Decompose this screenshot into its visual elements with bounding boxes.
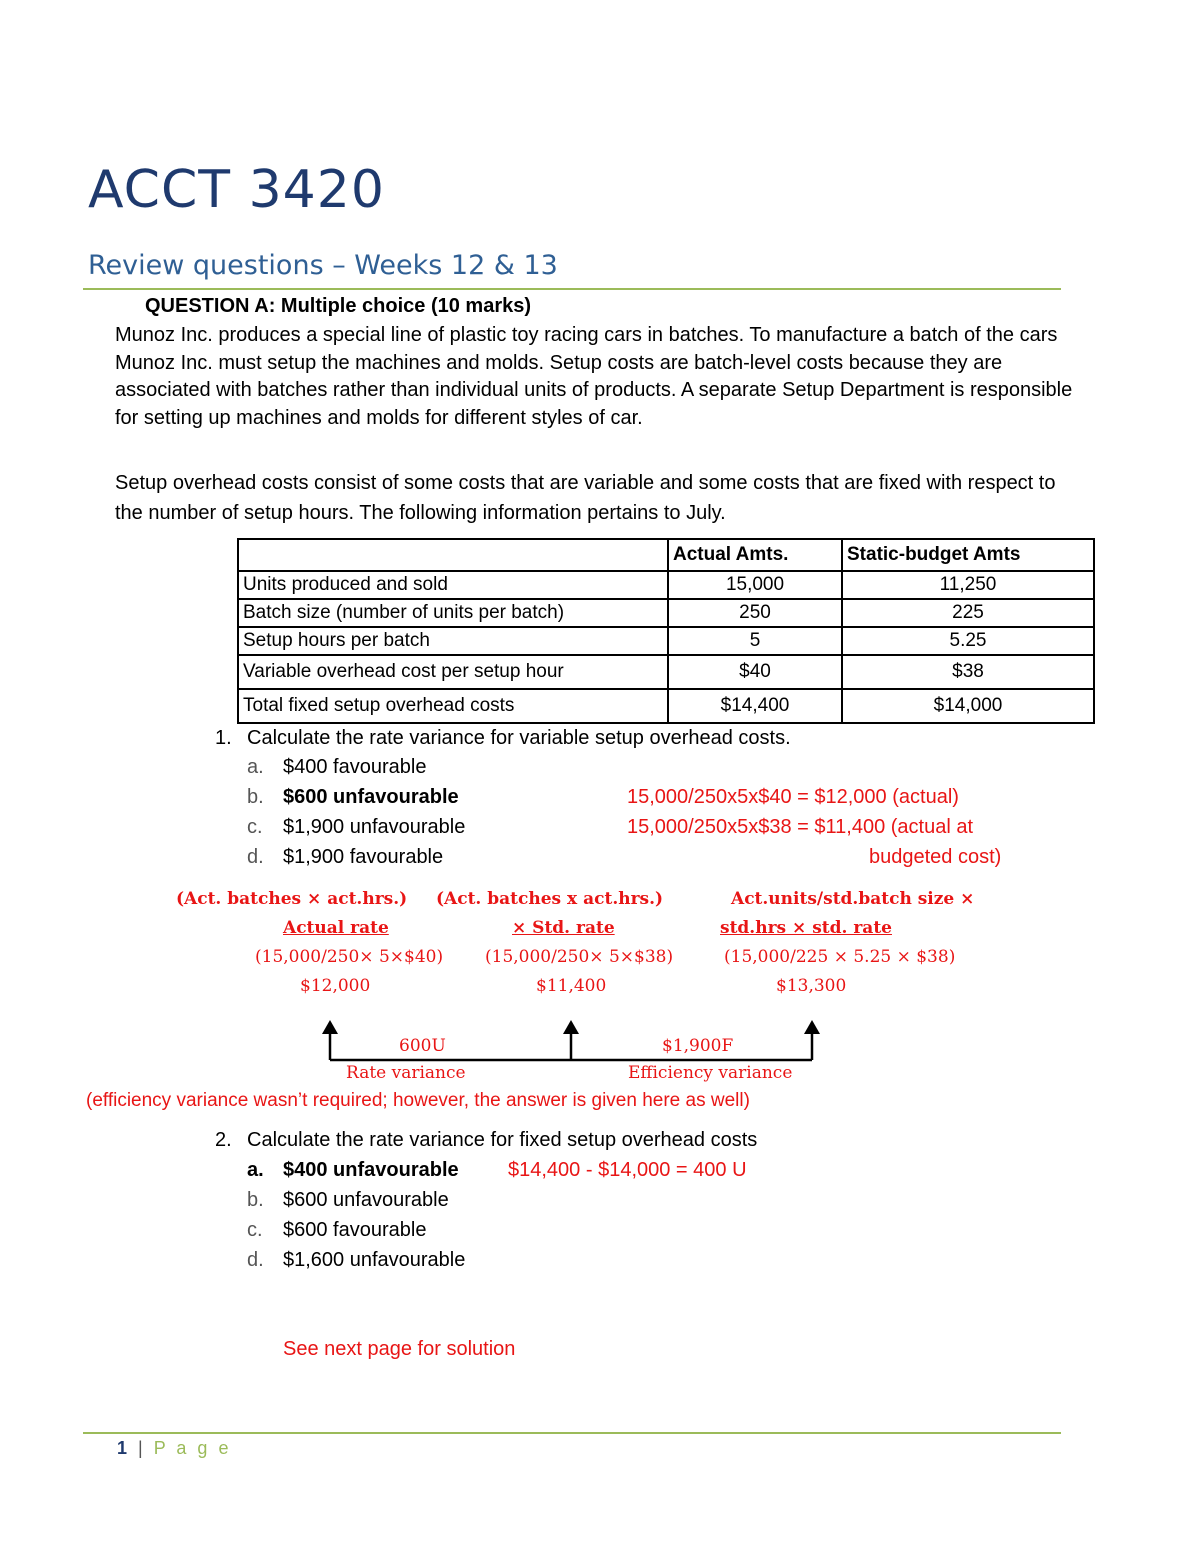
diagram-note: (efficiency variance wasn’t required; however, the answer is given here as well) (86, 1090, 750, 1111)
efficiency-variance-amount: $1,900F (662, 1036, 734, 1056)
q2-option-b: $600 unfavourable (283, 1189, 449, 1211)
table-cell-label: Variable overhead cost per setup hour (238, 655, 668, 689)
q1-option-b-letter: b. (247, 786, 264, 808)
diagram-col1-line3: (15,000/250× 5×$40) (255, 947, 444, 967)
q1-work-line-2: 15,000/250x5x$38 = $11,400 (actual at (627, 816, 974, 838)
q1-option-c-letter: c. (247, 816, 263, 838)
q1-work-line-1: 15,000/250x5x$40 = $12,000 (actual) (627, 786, 959, 808)
q1-option-a-letter: a. (247, 756, 264, 778)
q2-option-b-letter: b. (247, 1189, 264, 1211)
diagram-col3-line2: std.hrs × std. rate (720, 918, 892, 938)
q1-number: 1. (215, 727, 232, 749)
q1-text: Calculate the rate variance for variable setup overhead costs. (247, 727, 791, 749)
q2-work: $14,400 - $14,000 = 400 U (508, 1159, 747, 1181)
table-header-budget: Static-budget Amts (842, 539, 1094, 571)
q1-work-line-3: budgeted cost) (869, 846, 1002, 868)
q2-number: 2. (215, 1129, 232, 1151)
arrow-flexible-head (563, 1020, 579, 1034)
q2-option-d-letter: d. (247, 1249, 264, 1271)
diagram-col3-line1: Act.units/std.batch size × (731, 889, 975, 909)
efficiency-variance-label: Efficiency variance (628, 1063, 793, 1083)
arrow-budget-head (804, 1020, 820, 1034)
diagram-col2-line3: (15,000/250× 5×$38) (485, 947, 674, 967)
question-a-paragraph-1: Munoz Inc. produces a special line of plastic toy racing cars in batches. To manufacture a batch of the cars Munoz Inc. must setup the machines and molds. Setup costs are batch-level costs because they are associated with batches rather than individual units of products. A separate Setup Department is responsible for setting up machines and molds for different styles of car. (115, 324, 1073, 429)
diagram-col2-line1: (Act. batches x act.hrs.) (436, 889, 664, 909)
table-cell-budget: 5.25 (842, 627, 1094, 655)
diagram-col2-line2: × Std. rate (512, 918, 615, 938)
table-cell-actual: $14,400 (668, 689, 842, 723)
table-cell-label: Total fixed setup overhead costs (238, 689, 668, 723)
rate-variance-label: Rate variance (346, 1063, 466, 1083)
q2-option-c: $600 favourable (283, 1219, 427, 1241)
table-cell-budget: 225 (842, 599, 1094, 627)
diagram-col3-line3: (15,000/225 × 5.25 × $38) (724, 947, 956, 967)
table-cell-label: Units produced and sold (238, 571, 668, 599)
q1-option-a: $400 favourable (283, 756, 427, 778)
table-cell-actual: 5 (668, 627, 842, 655)
rate-variance-amount: 600U (399, 1036, 446, 1056)
q2-option-d: $1,600 unfavourable (283, 1249, 466, 1271)
q1-option-b: $600 unfavourable (283, 786, 459, 808)
table-cell-budget: 11,250 (842, 571, 1094, 599)
q1-option-c: $1,900 unfavourable (283, 816, 466, 838)
table-cell-actual: 250 (668, 599, 842, 627)
diagram-col1-line1: (Act. batches × act.hrs.) (176, 889, 408, 909)
table-cell-budget: $14,000 (842, 689, 1094, 723)
q2-text: Calculate the rate variance for fixed setup overhead costs (247, 1129, 758, 1151)
next-page-note: See next page for solution (283, 1338, 516, 1360)
q1-option-d: $1,900 favourable (283, 846, 444, 868)
table-header-actual: Actual Amts. (668, 539, 842, 571)
diagram-col2-line4: $11,400 (536, 976, 607, 996)
page-label: P a g e (153, 1438, 232, 1458)
diagram-col1-line2: Actual rate (283, 918, 389, 938)
table-cell-label: Setup hours per batch (238, 627, 668, 655)
q2-option-a-letter: a. (247, 1159, 264, 1181)
table-cell-budget: $38 (842, 655, 1094, 689)
table-cell-actual: $40 (668, 655, 842, 689)
table-cell-label: Batch size (number of units per batch) (238, 599, 668, 627)
arrow-actual-head (322, 1020, 338, 1034)
table-cell-actual: 15,000 (668, 571, 842, 599)
page-footer (117, 1438, 231, 1459)
question-a-heading: QUESTION A: Multiple choice (10 marks) (145, 295, 532, 317)
question-a-paragraph-2: Setup overhead costs consist of some costs that are variable and some costs that are fixed with respect to the number of setup hours. The following information pertains to July. (115, 472, 1056, 524)
q2-option-a: $400 unfavourable (283, 1159, 459, 1181)
page-number: 1 (117, 1438, 131, 1458)
q1-option-d-letter: d. (247, 846, 264, 868)
diagram-col1-line4: $12,000 (300, 976, 371, 996)
q2-option-c-letter: c. (247, 1219, 263, 1241)
document-subtitle: Review questions – Weeks 12 & 13 (88, 250, 558, 281)
footer-rule (83, 1432, 1061, 1434)
footer-separator: | (138, 1438, 146, 1458)
diagram-col3-line4: $13,300 (776, 976, 847, 996)
document-title: ACCT 3420 (88, 160, 385, 220)
